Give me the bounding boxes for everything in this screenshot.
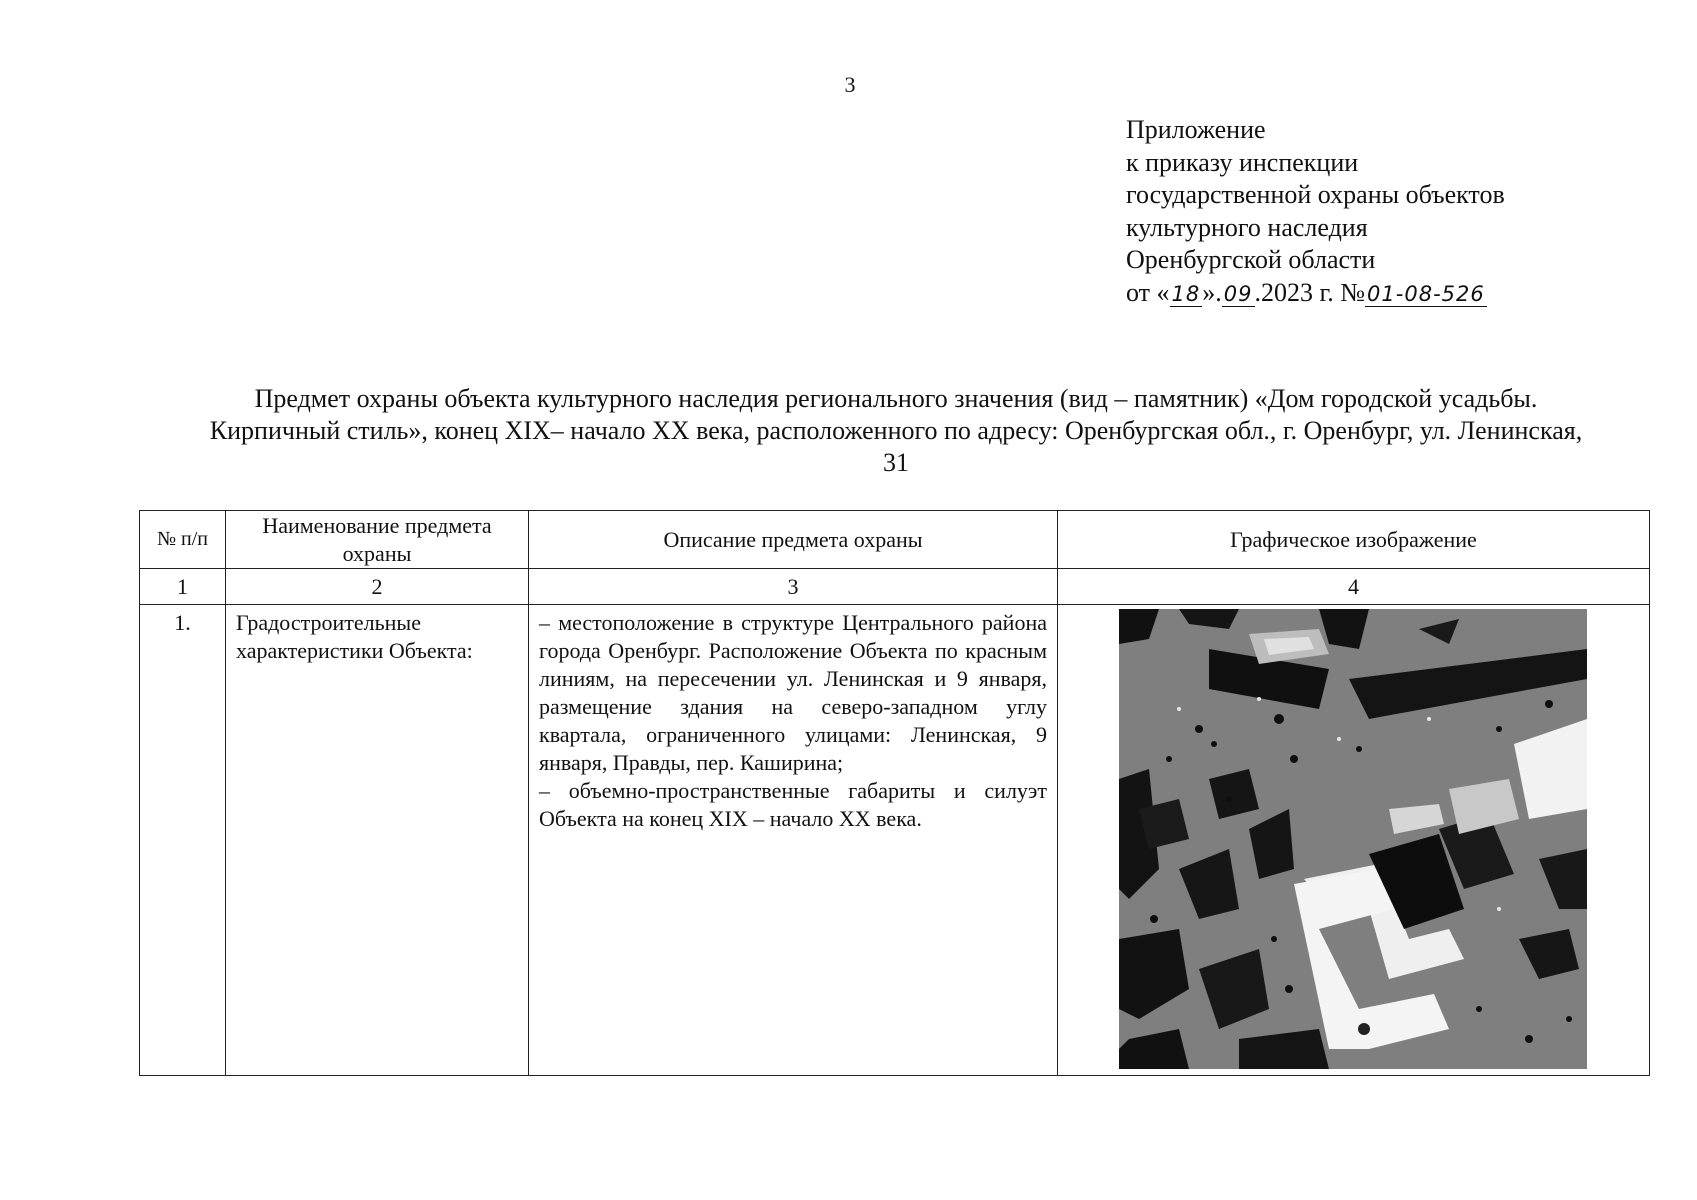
row-name: Градостроительные характеристики Объекта: — [226, 605, 529, 1076]
column-number: 1 — [140, 569, 226, 605]
year-text: .2023 г. № — [1254, 277, 1366, 307]
protection-table — [139, 510, 1650, 1076]
header-name: Наименование предмета охраны — [226, 511, 529, 569]
handwritten-month: 09 — [1223, 281, 1253, 306]
header-description: Описание предмета охраны — [529, 511, 1058, 569]
column-number: 2 — [226, 569, 529, 605]
row-description — [529, 605, 1058, 1076]
table-header-row — [140, 511, 1650, 569]
date-separator: ». — [1202, 277, 1222, 307]
appendix-line: Приложение — [1126, 115, 1266, 144]
appendix-line: Оренбургской области — [1126, 245, 1376, 274]
description-paragraph: – объемно-пространственные габариты и силуэт Объекта на конец XIX – начало XX века. — [539, 778, 1047, 831]
appendix-line: культурного наследия — [1126, 212, 1368, 242]
table-row — [140, 605, 1650, 1076]
column-number: 4 — [1058, 569, 1650, 605]
row-number: 1. — [140, 605, 226, 1076]
appendix-block — [1126, 114, 1505, 309]
row-image-cell — [1058, 605, 1650, 1076]
column-number-row — [140, 569, 1650, 605]
appendix-line: к приказу инспекции — [1126, 147, 1359, 177]
handwritten-day: 18 — [1171, 281, 1201, 306]
handwritten-order-number: 01-08-526 — [1367, 281, 1485, 306]
aerial-map-image — [1119, 609, 1587, 1069]
date-prefix: от « — [1126, 277, 1170, 307]
description-paragraph: – местоположение в структуре Центрального района города Оренбург. Расположение Объекта по красным линиям, на пересечении ул. Ленинская и 9 января, размещение здания на северо-западном углу квартала, ограниченного улицами: Ленинская, 9 января, Правды, пер. Каширина; — [539, 610, 1047, 775]
page-number: 3 — [844, 72, 856, 97]
document-title: Предмет охраны объекта культурного наследия регионального значения (вид – памятник) «Дом городской усадьбы. Кирпичный стиль», конец XIX– начало XX века, расположенного по адресу: Оренбургская обл., г. Оренбург, ул. Ленинская, 31 — [209, 384, 1583, 477]
header-number: № п/п — [140, 511, 226, 569]
column-number: 3 — [529, 569, 1058, 605]
appendix-line: государственной охраны объектов — [1126, 180, 1505, 209]
appendix-date-line — [1126, 277, 1505, 310]
header-image: Графическое изображение — [1058, 511, 1650, 569]
